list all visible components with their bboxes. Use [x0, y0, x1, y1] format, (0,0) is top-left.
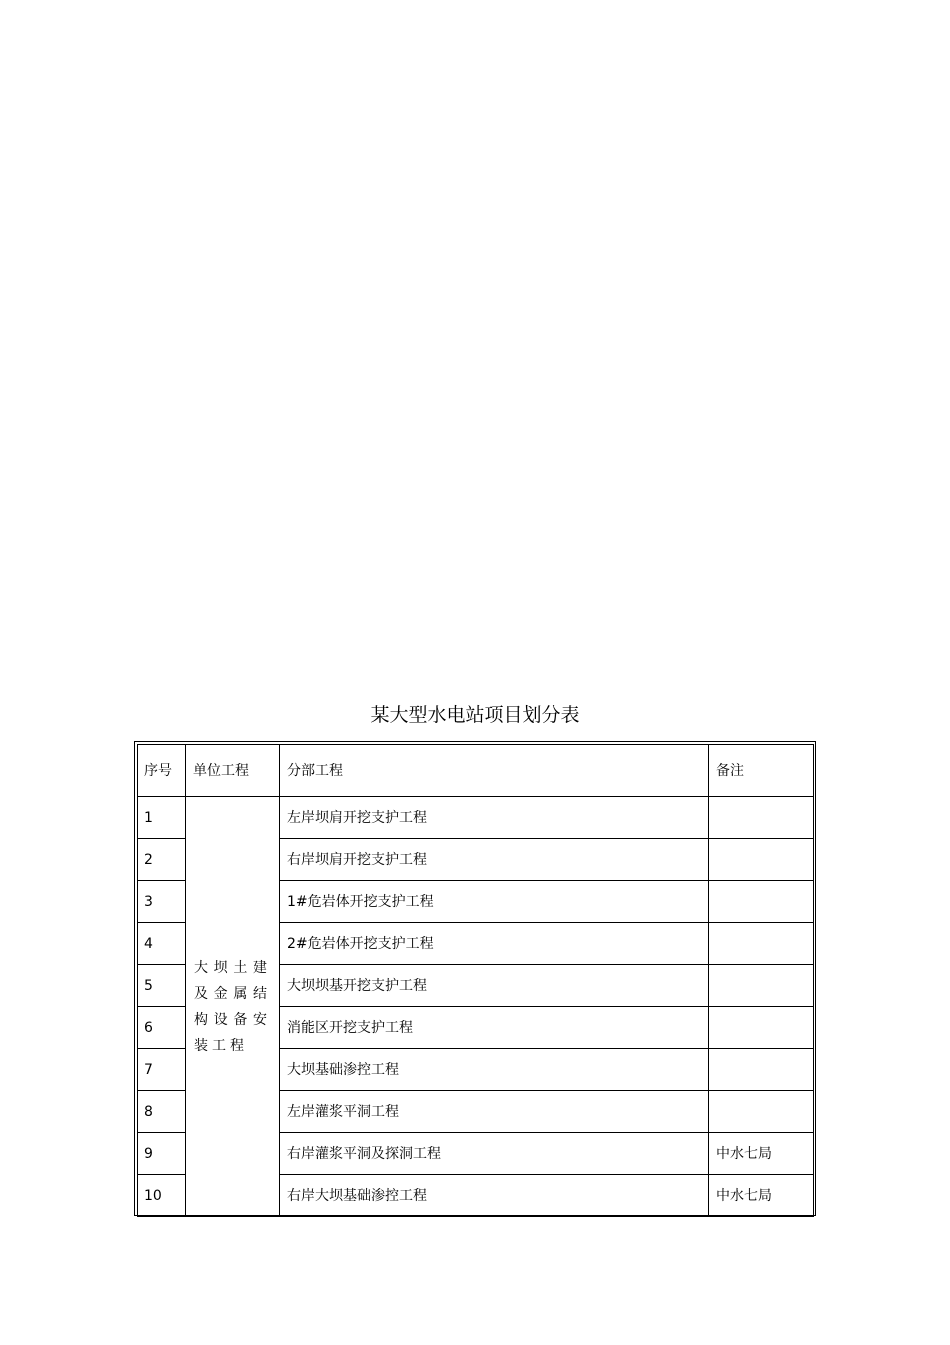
row-seq: 9 [138, 1133, 186, 1175]
row-division: 左岸灌浆平洞工程 [280, 1091, 709, 1133]
row-remark [709, 1049, 814, 1091]
row-seq: 4 [138, 923, 186, 965]
row-division: 右岸坝肩开挖支护工程 [280, 839, 709, 881]
row-seq: 10 [138, 1175, 186, 1217]
row-remark [709, 839, 814, 881]
table-header-row [138, 745, 814, 797]
row-remark [709, 1007, 814, 1049]
project-division-table-frame [134, 741, 816, 1216]
row-remark [709, 1091, 814, 1133]
row-seq: 6 [138, 1007, 186, 1049]
row-remark [709, 923, 814, 965]
header-unit-project: 单位工程 [186, 745, 280, 797]
row-remark [709, 797, 814, 839]
page-title: 某大型水电站项目划分表 [370, 704, 580, 726]
row-remark: 中水七局 [709, 1175, 814, 1217]
row-division: 右岸灌浆平洞及探洞工程 [280, 1133, 709, 1175]
row-division: 消能区开挖支护工程 [280, 1007, 709, 1049]
row-division: 1#危岩体开挖支护工程 [280, 881, 709, 923]
project-division-table [137, 744, 814, 1217]
header-remark: 备注 [709, 745, 814, 797]
row-remark [709, 881, 814, 923]
header-division-project: 分部工程 [280, 745, 709, 797]
row-seq: 1 [138, 797, 186, 839]
table-row [138, 797, 814, 839]
row-seq: 5 [138, 965, 186, 1007]
row-seq: 2 [138, 839, 186, 881]
row-division: 大坝基础渗控工程 [280, 1049, 709, 1091]
row-seq: 3 [138, 881, 186, 923]
row-division: 大坝坝基开挖支护工程 [280, 965, 709, 1007]
row-seq: 8 [138, 1091, 186, 1133]
row-division: 2#危岩体开挖支护工程 [280, 923, 709, 965]
unit-project-cell: 大坝土建及金属结构设备安装工程 [186, 797, 280, 1217]
row-remark [709, 965, 814, 1007]
row-seq: 7 [138, 1049, 186, 1091]
row-division: 右岸大坝基础渗控工程 [280, 1175, 709, 1217]
row-division: 左岸坝肩开挖支护工程 [280, 797, 709, 839]
header-seq: 序号 [138, 745, 186, 797]
row-remark: 中水七局 [709, 1133, 814, 1175]
